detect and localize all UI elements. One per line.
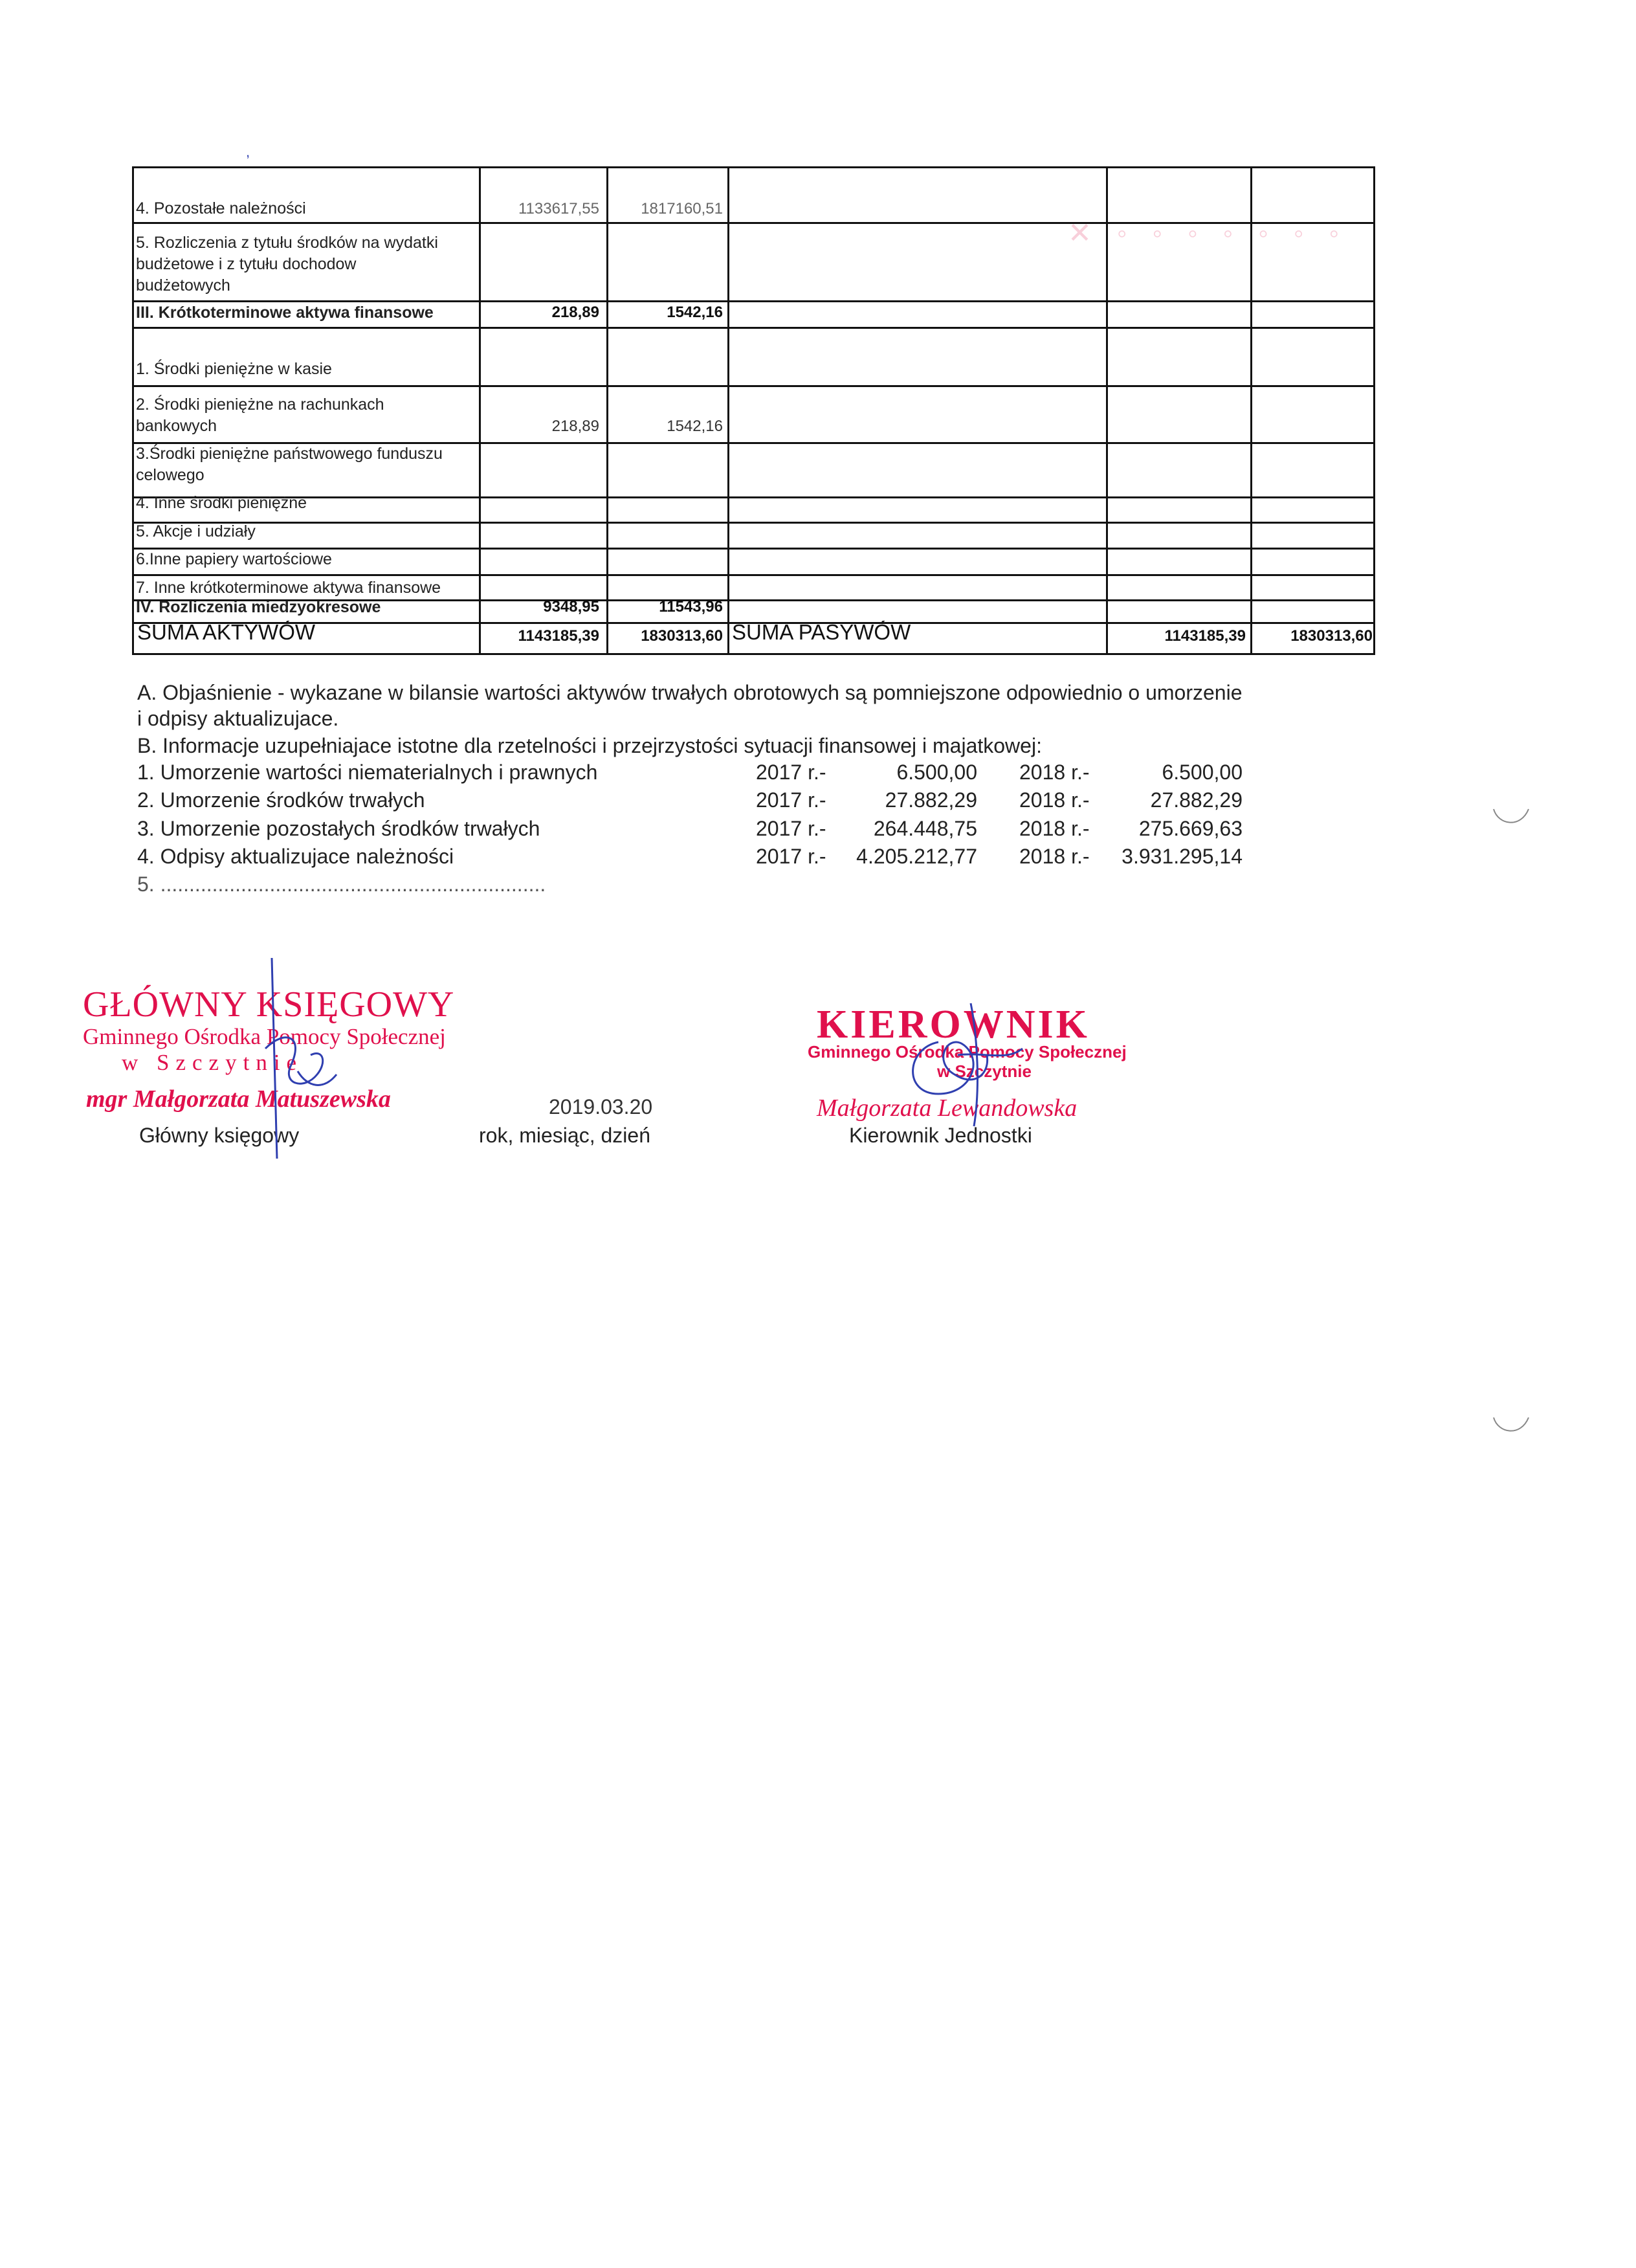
date-value: 2019.03.20 bbox=[549, 1095, 653, 1118]
accountant-stamp-line2: w Szczytnie bbox=[122, 1050, 304, 1075]
accountant-stamp-name: mgr Małgorzata Matuszewska bbox=[86, 1085, 391, 1113]
row-label: bankowych bbox=[136, 417, 217, 435]
director-stamp-name: Małgorzata Lewandowska bbox=[817, 1095, 1078, 1122]
cell-2018: 11543,96 bbox=[659, 598, 723, 616]
row-label: 2. Środki pieniężne na rachunkach bbox=[136, 395, 384, 414]
cell-2017: 9348,95 bbox=[543, 598, 599, 616]
note-item-value2: 6.500,00 bbox=[1162, 761, 1243, 784]
punch-hole-icon bbox=[1488, 796, 1534, 835]
row-label: budżetowe i z tytułu dochodow bbox=[136, 255, 357, 273]
note-item-label: 2. Umorzenie środków trwałych bbox=[137, 788, 425, 812]
accountant-caption: Główny księgowy bbox=[139, 1124, 300, 1147]
cell-2018: 1542,16 bbox=[667, 417, 723, 435]
note-item-value1: 6.500,00 bbox=[896, 761, 977, 784]
director-stamp-title: KIEROWNIK bbox=[817, 1003, 1090, 1047]
row-divider bbox=[134, 300, 1373, 302]
row-divider bbox=[134, 385, 1373, 387]
cell-2017: 218,89 bbox=[551, 417, 599, 435]
director-signature bbox=[893, 984, 1035, 1139]
accountant-signature bbox=[246, 951, 356, 1165]
row-label: celowego bbox=[136, 466, 204, 484]
total-liabilities-label: SUMA PASYWÓW bbox=[732, 620, 911, 644]
total-assets-2017: 1143185,39 bbox=[518, 627, 599, 645]
row-label: budżetowych bbox=[136, 276, 230, 295]
row-label: 4. Pozostałe należności bbox=[136, 199, 306, 217]
row-divider bbox=[134, 574, 1373, 576]
col-divider bbox=[727, 168, 729, 653]
note-item-year2: 2018 r.- bbox=[1019, 817, 1090, 840]
row-label: 5. Rozliczenia z tytułu środków na wydatki bbox=[136, 234, 438, 252]
row-divider bbox=[134, 522, 1373, 524]
accountant-stamp-line1: Gminnego Ośrodka Pomocy Społecznej bbox=[83, 1024, 446, 1049]
cell-2017: 218,89 bbox=[551, 304, 599, 321]
bleed-through-mark: ✕ ◦ ◦ ◦ ◦ ◦ ◦ ◦ bbox=[1068, 217, 1349, 249]
total-liabilities-2018: 1830313,60 bbox=[1290, 627, 1373, 645]
cell-2017: 1133617,55 bbox=[518, 200, 599, 217]
note-a-line2: i odpisy aktualizujace. bbox=[137, 707, 339, 730]
row-label: 4. Inne środki pieniężne bbox=[136, 494, 307, 512]
note-item-year2: 2018 r.- bbox=[1019, 788, 1090, 812]
row-label: 5. Akcje i udziały bbox=[136, 522, 256, 540]
director-caption: Kierownik Jednostki bbox=[849, 1124, 1032, 1147]
row-divider bbox=[134, 496, 1373, 498]
note-item-value2: 3.931.295,14 bbox=[1122, 845, 1243, 868]
row-label: IV. Rozliczenia miedzyokresowe bbox=[136, 598, 381, 616]
note-b-line: B. Informacje uzupełniajace istotne dla rzetelności i przejrzystości sytuacji finansowej i majatkowej: bbox=[137, 734, 1042, 757]
cell-2018: 1542,16 bbox=[667, 304, 723, 321]
note-item-value2: 275.669,63 bbox=[1138, 817, 1243, 840]
row-label: 7. Inne krótkoterminowe aktywa finansowe bbox=[136, 579, 441, 597]
note-item-year2: 2018 r.- bbox=[1019, 845, 1090, 868]
accountant-stamp-title: GŁÓWNY KSIĘGOWY bbox=[83, 984, 455, 1025]
note-item-value1: 264.448,75 bbox=[873, 817, 977, 840]
total-liabilities-2017: 1143185,39 bbox=[1164, 627, 1246, 645]
row-label: 1. Środki pieniężne w kasie bbox=[136, 360, 332, 378]
director-stamp-line1: Gminnego Ośrodka Pomocy Społecznej bbox=[808, 1042, 1127, 1062]
row-label: 3.Środki pieniężne państwowego funduszu bbox=[136, 445, 443, 463]
col-divider bbox=[479, 168, 481, 653]
note-item-label: 3. Umorzenie pozostałych środków trwałych bbox=[137, 817, 540, 840]
note-item-year1: 2017 r.- bbox=[756, 788, 826, 812]
note-item-5: 5. ................................................................... bbox=[137, 873, 546, 896]
note-item-year2: 2018 r.- bbox=[1019, 761, 1090, 784]
row-label: III. Krótkoterminowe aktywa finansowe bbox=[136, 304, 434, 322]
ink-mark: , bbox=[246, 144, 250, 160]
row-label: 6.Inne papiery wartościowe bbox=[136, 550, 332, 568]
director-stamp-line2: w Szczytnie bbox=[937, 1062, 1032, 1081]
note-item-year1: 2017 r.- bbox=[756, 817, 826, 840]
note-item-label: 4. Odpisy aktualizujace należności bbox=[137, 845, 454, 868]
cell-2018: 1817160,51 bbox=[641, 200, 723, 217]
note-item-value1: 4.205.212,77 bbox=[856, 845, 977, 868]
date-caption: rok, miesiąc, dzień bbox=[479, 1124, 650, 1147]
punch-hole-icon bbox=[1488, 1405, 1534, 1443]
note-item-label: 1. Umorzenie wartości niematerialnych i prawnych bbox=[137, 761, 598, 784]
note-item-value2: 27.882,29 bbox=[1150, 788, 1243, 812]
note-item-year1: 2017 r.- bbox=[756, 761, 826, 784]
row-divider bbox=[134, 327, 1373, 329]
note-a-line1: A. Objaśnienie - wykazane w bilansie wartości aktywów trwałych obrotowych są pomniejszone odpowiednio o umorzenie bbox=[137, 681, 1243, 704]
note-item-value1: 27.882,29 bbox=[885, 788, 977, 812]
total-assets-2018: 1830313,60 bbox=[641, 627, 723, 645]
total-assets-label: SUMA AKTYWÓW bbox=[137, 620, 316, 644]
col-divider bbox=[606, 168, 608, 653]
note-item-year1: 2017 r.- bbox=[756, 845, 826, 868]
